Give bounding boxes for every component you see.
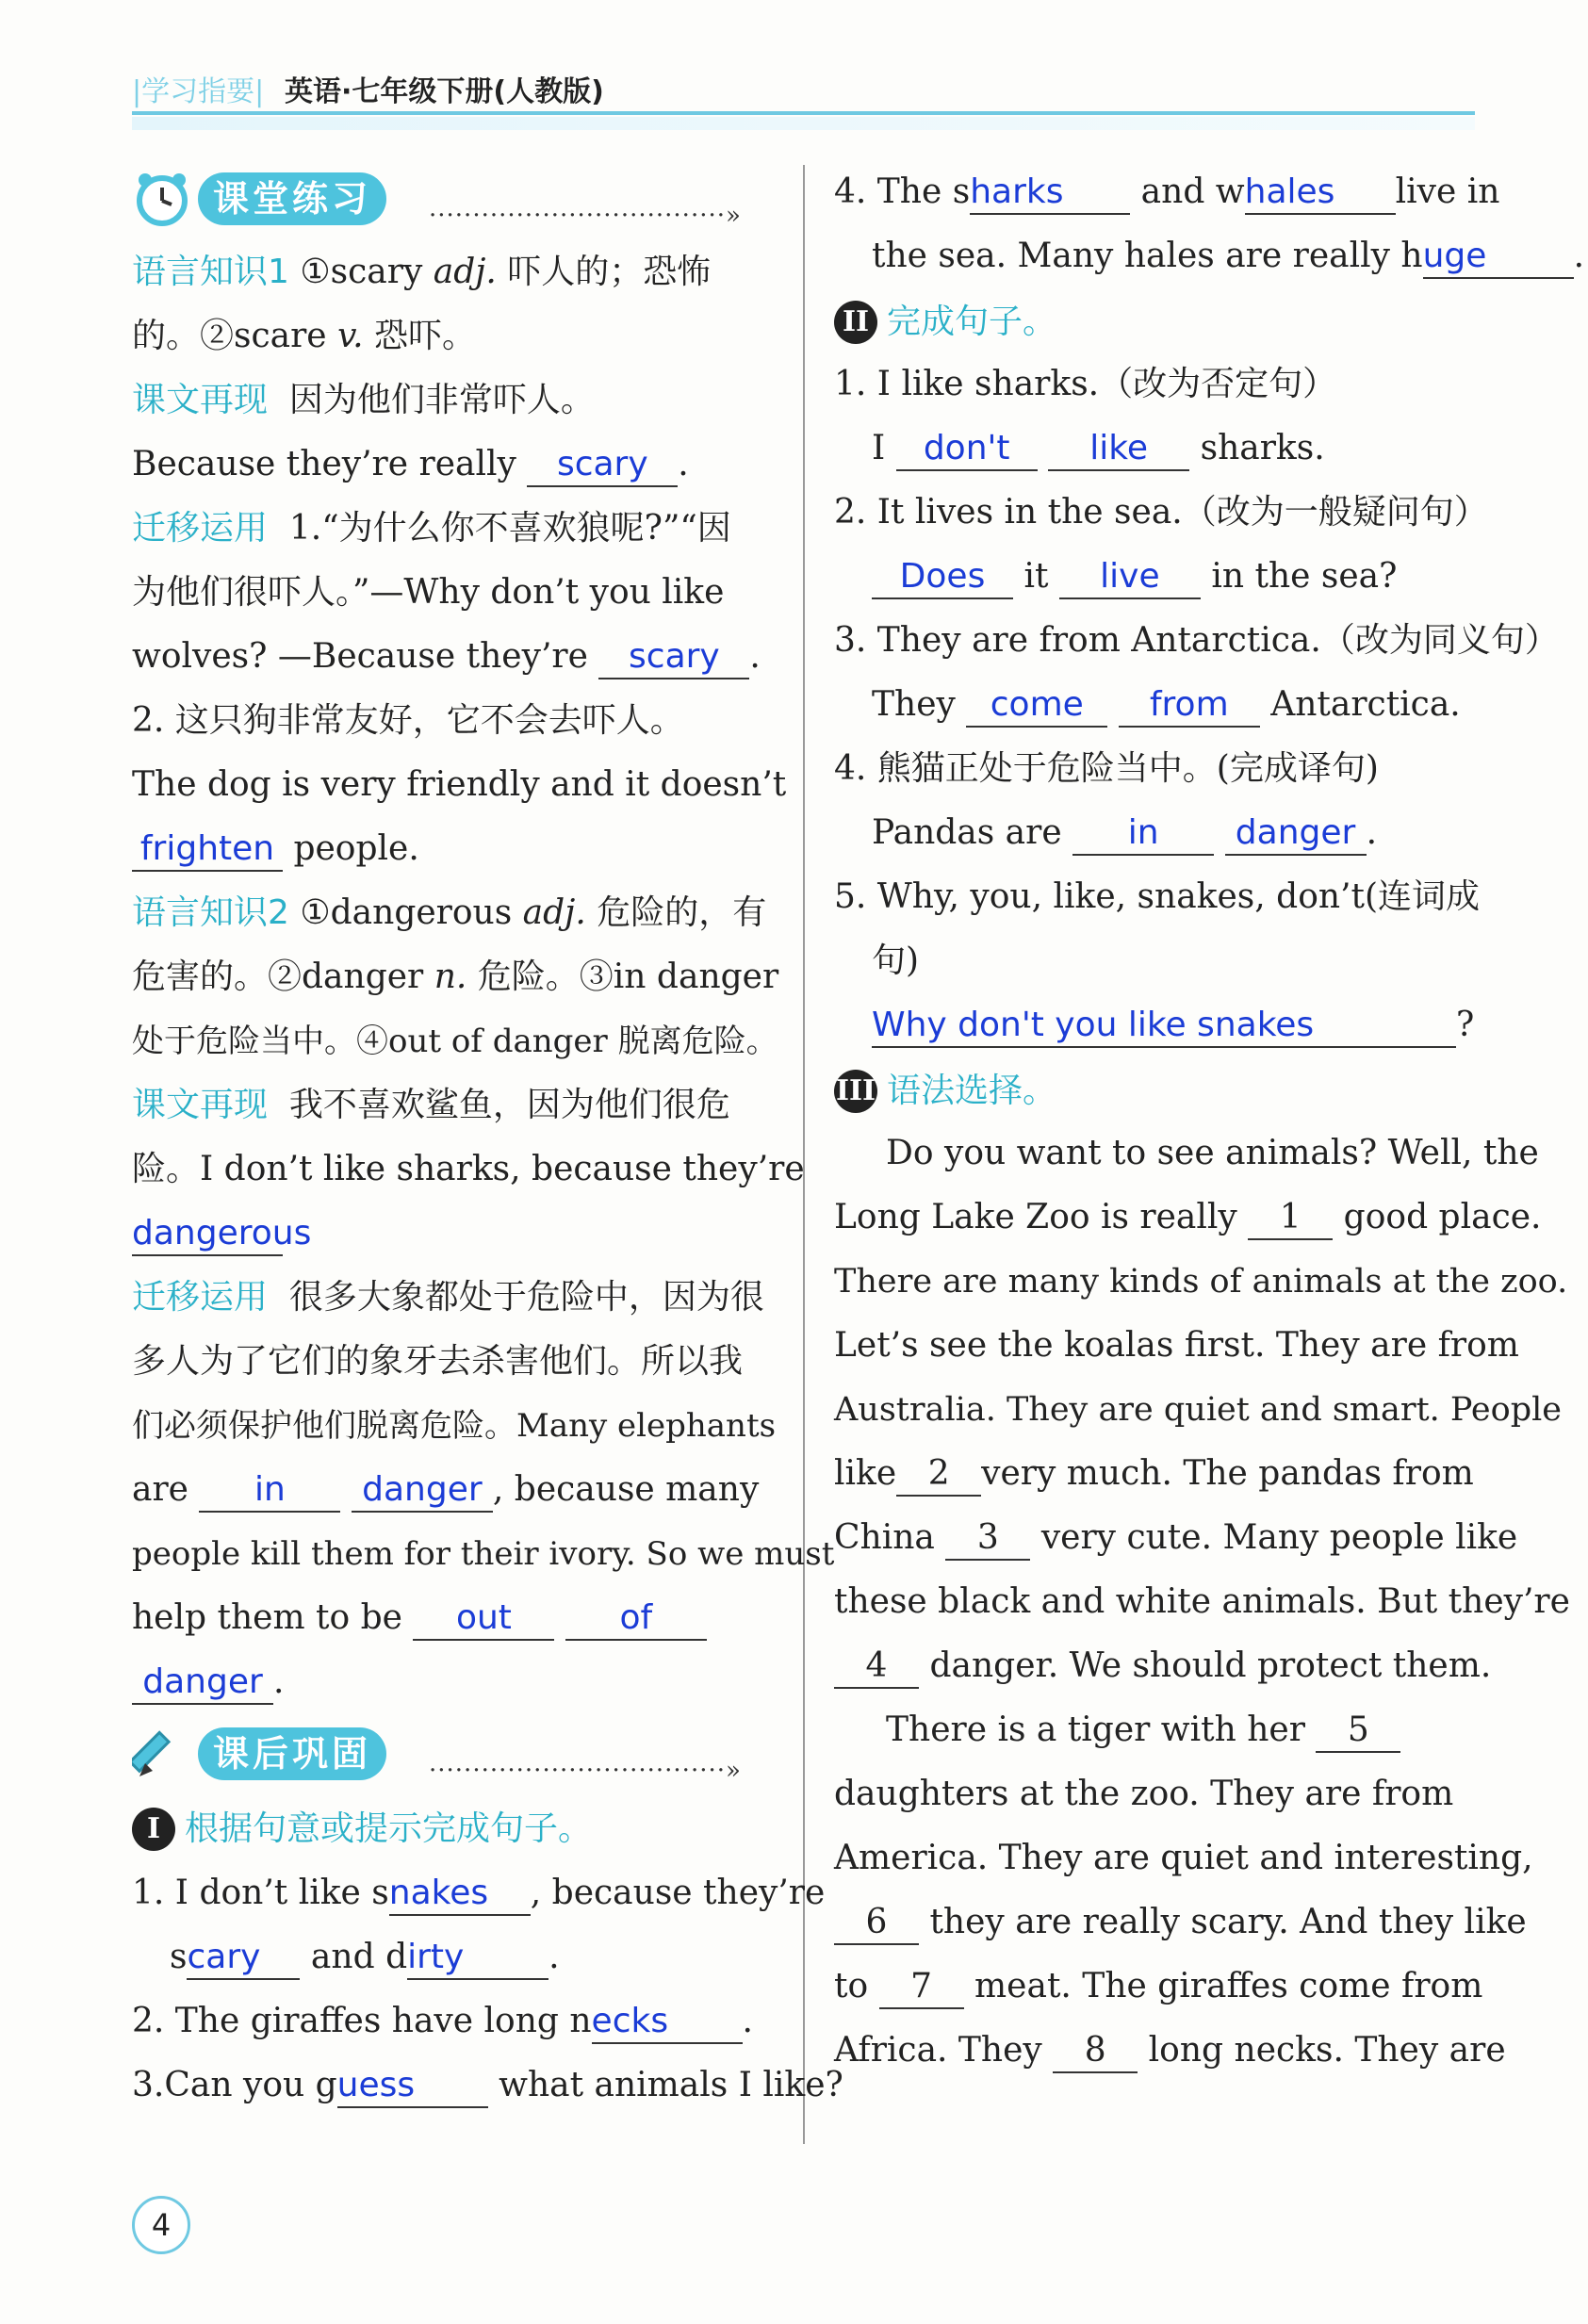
answer-blank[interactable]: harks	[970, 172, 1130, 215]
knowledge-point-2	[132, 881, 766, 945]
label: 迁移运用	[132, 1278, 269, 1317]
text: these black and white animals. But they’re	[834, 1582, 1570, 1621]
text: live in	[1395, 172, 1500, 211]
banner-title: 课堂练习	[198, 172, 386, 225]
answer-blank[interactable]: frighten	[132, 828, 283, 872]
answer-blank[interactable]: from	[1119, 684, 1260, 728]
text: I	[872, 429, 886, 467]
question-1	[132, 1861, 825, 1925]
answer-blank[interactable]: uess	[337, 2065, 488, 2108]
text: are	[132, 1470, 188, 1509]
apply-3-line4	[132, 1458, 759, 1522]
text: 3. They are from Antarctica.（改为同义句）	[834, 621, 1559, 660]
text: 恐吓。	[363, 317, 477, 355]
question-4-line2: the sea. Many hales are really huge .	[872, 224, 1584, 288]
label: 课文再现	[132, 1086, 269, 1124]
text: 很多大象都处于危险中，因为很	[288, 1278, 764, 1317]
text: daughters at the zoo. They are from	[834, 1775, 1454, 1813]
text: Australia. They are quiet and smart. People	[834, 1391, 1562, 1429]
text: Do you want to see animals? Well, the	[886, 1134, 1539, 1172]
apply-3-line3	[132, 1394, 776, 1458]
text: 危险。③in danger	[467, 957, 779, 996]
apply-3-line6	[132, 1586, 707, 1650]
blank-number[interactable]: 3	[945, 1517, 1030, 1561]
text: There is a tiger with her	[886, 1710, 1305, 1749]
text: 1.“为什么你不喜欢狼呢?”“因	[288, 509, 731, 548]
text: 1. I like sharks.（改为否定句）	[834, 365, 1337, 403]
sentence-1-answer	[872, 417, 1325, 481]
text: wolves? —Because they’re	[132, 637, 588, 676]
text: 5. Why, you, like, snakes, don’t(连词成	[834, 877, 1481, 916]
text: 险。I don’t like sharks, because they’re	[132, 1150, 805, 1188]
section-2-heading	[834, 288, 1056, 354]
sentence-3	[834, 609, 1559, 673]
text: to	[834, 1967, 869, 2005]
text: 4. The s	[834, 172, 971, 211]
text: like	[834, 1454, 897, 1493]
text: 多人为了它们的象牙去杀害他们。所以我	[132, 1342, 744, 1381]
blank-number[interactable]: 5	[1316, 1710, 1400, 1753]
clock-icon	[132, 169, 192, 229]
answer-blank[interactable]: Why don't you like snakes	[872, 1005, 1456, 1048]
passage-line	[834, 1186, 1541, 1250]
apply-3	[132, 1266, 764, 1330]
text: and w	[1140, 172, 1245, 211]
sentence-4	[834, 737, 1379, 801]
answer-blank[interactable]: danger	[132, 1661, 273, 1705]
answer-blank[interactable]: ecks	[592, 2001, 743, 2044]
text: Let’s see the koalas first. They are from	[834, 1326, 1519, 1365]
text: , because they’re	[530, 1874, 826, 1912]
section-title: 根据句意或提示完成句子。	[185, 1809, 593, 1848]
apply-1-line3: wolves? —Because they’re scary .	[132, 625, 761, 689]
text: good place.	[1343, 1198, 1542, 1236]
text: 1. I don’t like s	[132, 1874, 389, 1912]
roman-numeral: III	[834, 1070, 877, 1113]
text: ①scary	[300, 253, 434, 291]
text: 3.Can you g	[132, 2066, 337, 2104]
header-tag: |学习指要|	[132, 75, 265, 108]
apply-3-line2	[132, 1330, 743, 1394]
text-review-1-en: Because they’re really scary .	[132, 433, 689, 497]
text: and d	[300, 1938, 408, 1976]
header-band	[132, 117, 1475, 130]
text: adj.	[522, 893, 586, 932]
passage-line	[886, 1121, 1539, 1186]
section-1-heading	[132, 1795, 592, 1861]
answer-blank[interactable]: danger	[352, 1469, 493, 1513]
text-review-2	[132, 1073, 730, 1137]
label: 语言知识1	[132, 253, 289, 291]
passage-line	[886, 1698, 1400, 1762]
answer-blank[interactable]: hales	[1245, 172, 1396, 215]
answer-blank[interactable]: nakes	[389, 1873, 531, 1916]
book-title: 英语·七年级下册(人教版)	[285, 75, 604, 108]
passage-line	[834, 1955, 1482, 2019]
question-4	[834, 160, 1499, 224]
blank-number[interactable]: 1	[1248, 1197, 1333, 1240]
section-title: 语法选择。	[887, 1072, 1057, 1110]
question-1-line2: scary and dirty .	[170, 1925, 560, 1989]
label: 课文再现	[132, 381, 269, 419]
answer-blank[interactable]: scary	[598, 636, 749, 679]
banner-title: 课后巩固	[198, 1727, 386, 1780]
text: very much. The pandas from	[981, 1454, 1474, 1493]
question-3	[132, 2054, 843, 2118]
text: 2. It lives in the sea.（改为一般疑问句）	[834, 493, 1488, 532]
text: , because many	[492, 1470, 760, 1509]
question-2: 2. The giraffes have long necks .	[132, 1989, 753, 2054]
text: 为他们很吓人。”—Why don’t you like	[132, 573, 725, 612]
answer-blank[interactable]: uge	[1423, 236, 1574, 279]
answer-blank[interactable]: like	[1048, 428, 1189, 471]
blank-number[interactable]: 8	[1053, 2030, 1138, 2073]
knowledge-point-1-line2	[132, 304, 476, 368]
answer-blank[interactable]: irty	[407, 1937, 548, 1980]
passage-line	[834, 1378, 1562, 1442]
text: 危险的，有	[585, 893, 767, 932]
text: 处于危险当中。④out of danger 脱离危险。	[132, 1023, 778, 1060]
apply-1	[132, 497, 731, 561]
text: they are really scary. And they like	[929, 1903, 1527, 1941]
section-title: 完成句子。	[887, 303, 1057, 341]
answer-blank[interactable]: come	[966, 684, 1107, 728]
text: There are many kinds of animals at the zoo.	[834, 1263, 1568, 1301]
header-rule	[132, 111, 1475, 115]
section-banner-after-class	[132, 1720, 782, 1786]
text: help them to be	[132, 1598, 402, 1637]
blank-number[interactable]: 2	[896, 1453, 981, 1497]
text: adj.	[433, 253, 497, 291]
text: Antarctica.	[1270, 685, 1461, 724]
text: 危害的。②danger	[132, 957, 434, 996]
text: v.	[337, 317, 364, 355]
text-review-1	[132, 368, 595, 433]
answer-blank[interactable]: cary	[187, 1937, 300, 1980]
roman-numeral: I	[132, 1808, 175, 1851]
text: meat. The giraffes come from	[974, 1967, 1483, 2005]
answer-blank[interactable]: live	[1059, 556, 1201, 599]
passage-line	[834, 1506, 1517, 1570]
text: 吓人的；恐怖	[496, 253, 712, 291]
answer-blank[interactable]: don't	[896, 428, 1038, 471]
text: the sea. Many hales are really h	[872, 237, 1423, 275]
apply-3-line7: danger .	[132, 1650, 284, 1714]
text: Long Lake Zoo is really	[834, 1198, 1237, 1236]
text: Africa. They	[834, 2031, 1042, 2070]
text: sharks.	[1200, 429, 1325, 467]
passage-line	[834, 1634, 1491, 1698]
sentence-5-line2	[872, 929, 919, 993]
passage-line	[834, 1826, 1533, 1890]
blank-number[interactable]: 6	[834, 1902, 919, 1945]
sentence-2-answer	[872, 545, 1397, 609]
text: 因为他们非常吓人。	[288, 381, 595, 419]
blank-number[interactable]: 7	[879, 1966, 964, 2009]
text: 们必须保护他们脱离危险。Many elephants	[132, 1407, 777, 1445]
roman-numeral: II	[834, 301, 877, 344]
passage-line	[834, 1314, 1519, 1378]
text: 2. The giraffes have long n	[132, 2002, 592, 2040]
text: Pandas are	[872, 813, 1062, 852]
passage-line	[834, 1570, 1570, 1634]
answer-blank[interactable]: out	[413, 1597, 554, 1641]
passage-line	[834, 1762, 1453, 1826]
text: 我不喜欢鲨鱼，因为他们很危	[288, 1086, 730, 1124]
text: China	[834, 1518, 935, 1557]
sentence-4-answer: Pandas are in danger .	[872, 801, 1377, 865]
text: people kill them for their ivory. So we must	[132, 1535, 835, 1573]
sentence-3-answer	[872, 673, 1461, 737]
answer-blank[interactable]: in	[199, 1469, 340, 1513]
text: Because they’re really	[132, 445, 516, 483]
sentence-1	[834, 352, 1336, 417]
blank-number[interactable]: 4	[834, 1645, 919, 1689]
text: America. They are quiet and interesting,	[834, 1839, 1533, 1877]
apply-3-line5	[132, 1522, 834, 1586]
answer-blank[interactable]: scary	[527, 444, 678, 487]
text: people.	[293, 829, 419, 868]
knowledge-point-1	[132, 240, 711, 304]
text: They	[872, 685, 956, 724]
sentence-5	[834, 865, 1480, 929]
text: long necks. They are	[1148, 2031, 1506, 2070]
passage-line	[834, 1250, 1567, 1314]
section-banner-classroom	[132, 165, 782, 231]
text: ①dangerous	[300, 893, 523, 932]
text: danger. We should protect them.	[929, 1646, 1492, 1685]
text: s	[170, 1938, 188, 1976]
apply-2-line2	[132, 753, 786, 817]
dotted-arrow: ··································»	[429, 1757, 742, 1785]
text: 2. 这只狗非常友好，它不会去吓人。	[132, 701, 684, 740]
page-number: 4	[132, 2196, 190, 2254]
sentence-5-answer: Why don't you like snakes ?	[872, 993, 1474, 1057]
answer-blank[interactable]: Does	[872, 556, 1013, 599]
answer-blank[interactable]: of	[565, 1597, 707, 1641]
sentence-2	[834, 481, 1488, 545]
text: it	[1023, 557, 1049, 596]
text: n.	[434, 957, 467, 996]
text: 4. 熊猫正处于危险当中。(完成译句)	[834, 749, 1379, 788]
label: 语言知识2	[132, 893, 289, 932]
section-3-heading	[834, 1057, 1056, 1123]
text: very cute. Many people like	[1040, 1518, 1518, 1557]
knowledge-point-2-line3	[132, 1009, 778, 1073]
text: in the sea?	[1211, 557, 1398, 596]
text: The dog is very friendly and it doesn’t	[132, 765, 787, 804]
answer-blank[interactable]: danger	[1225, 812, 1367, 856]
text: 的。②scare	[132, 317, 338, 355]
passage-line	[834, 2019, 1506, 2083]
text-review-2-ans	[132, 1202, 312, 1266]
pencil-icon	[132, 1724, 192, 1784]
label: 迁移运用	[132, 509, 269, 548]
answer-blank[interactable]: in	[1072, 812, 1214, 856]
page-header	[132, 64, 1475, 113]
passage-line	[834, 1890, 1527, 1955]
knowledge-point-2-line2	[132, 945, 778, 1009]
apply-2	[132, 689, 684, 753]
text: 句)	[872, 941, 920, 980]
text: what animals I like?	[499, 2066, 843, 2104]
answer-blank[interactable]: dangerous	[132, 1213, 283, 1256]
text-review-2-en	[132, 1137, 805, 1202]
apply-2-line3	[132, 817, 419, 881]
apply-1-line2	[132, 561, 724, 625]
passage-line	[834, 1442, 1474, 1506]
dotted-arrow: ··································»	[429, 202, 742, 230]
